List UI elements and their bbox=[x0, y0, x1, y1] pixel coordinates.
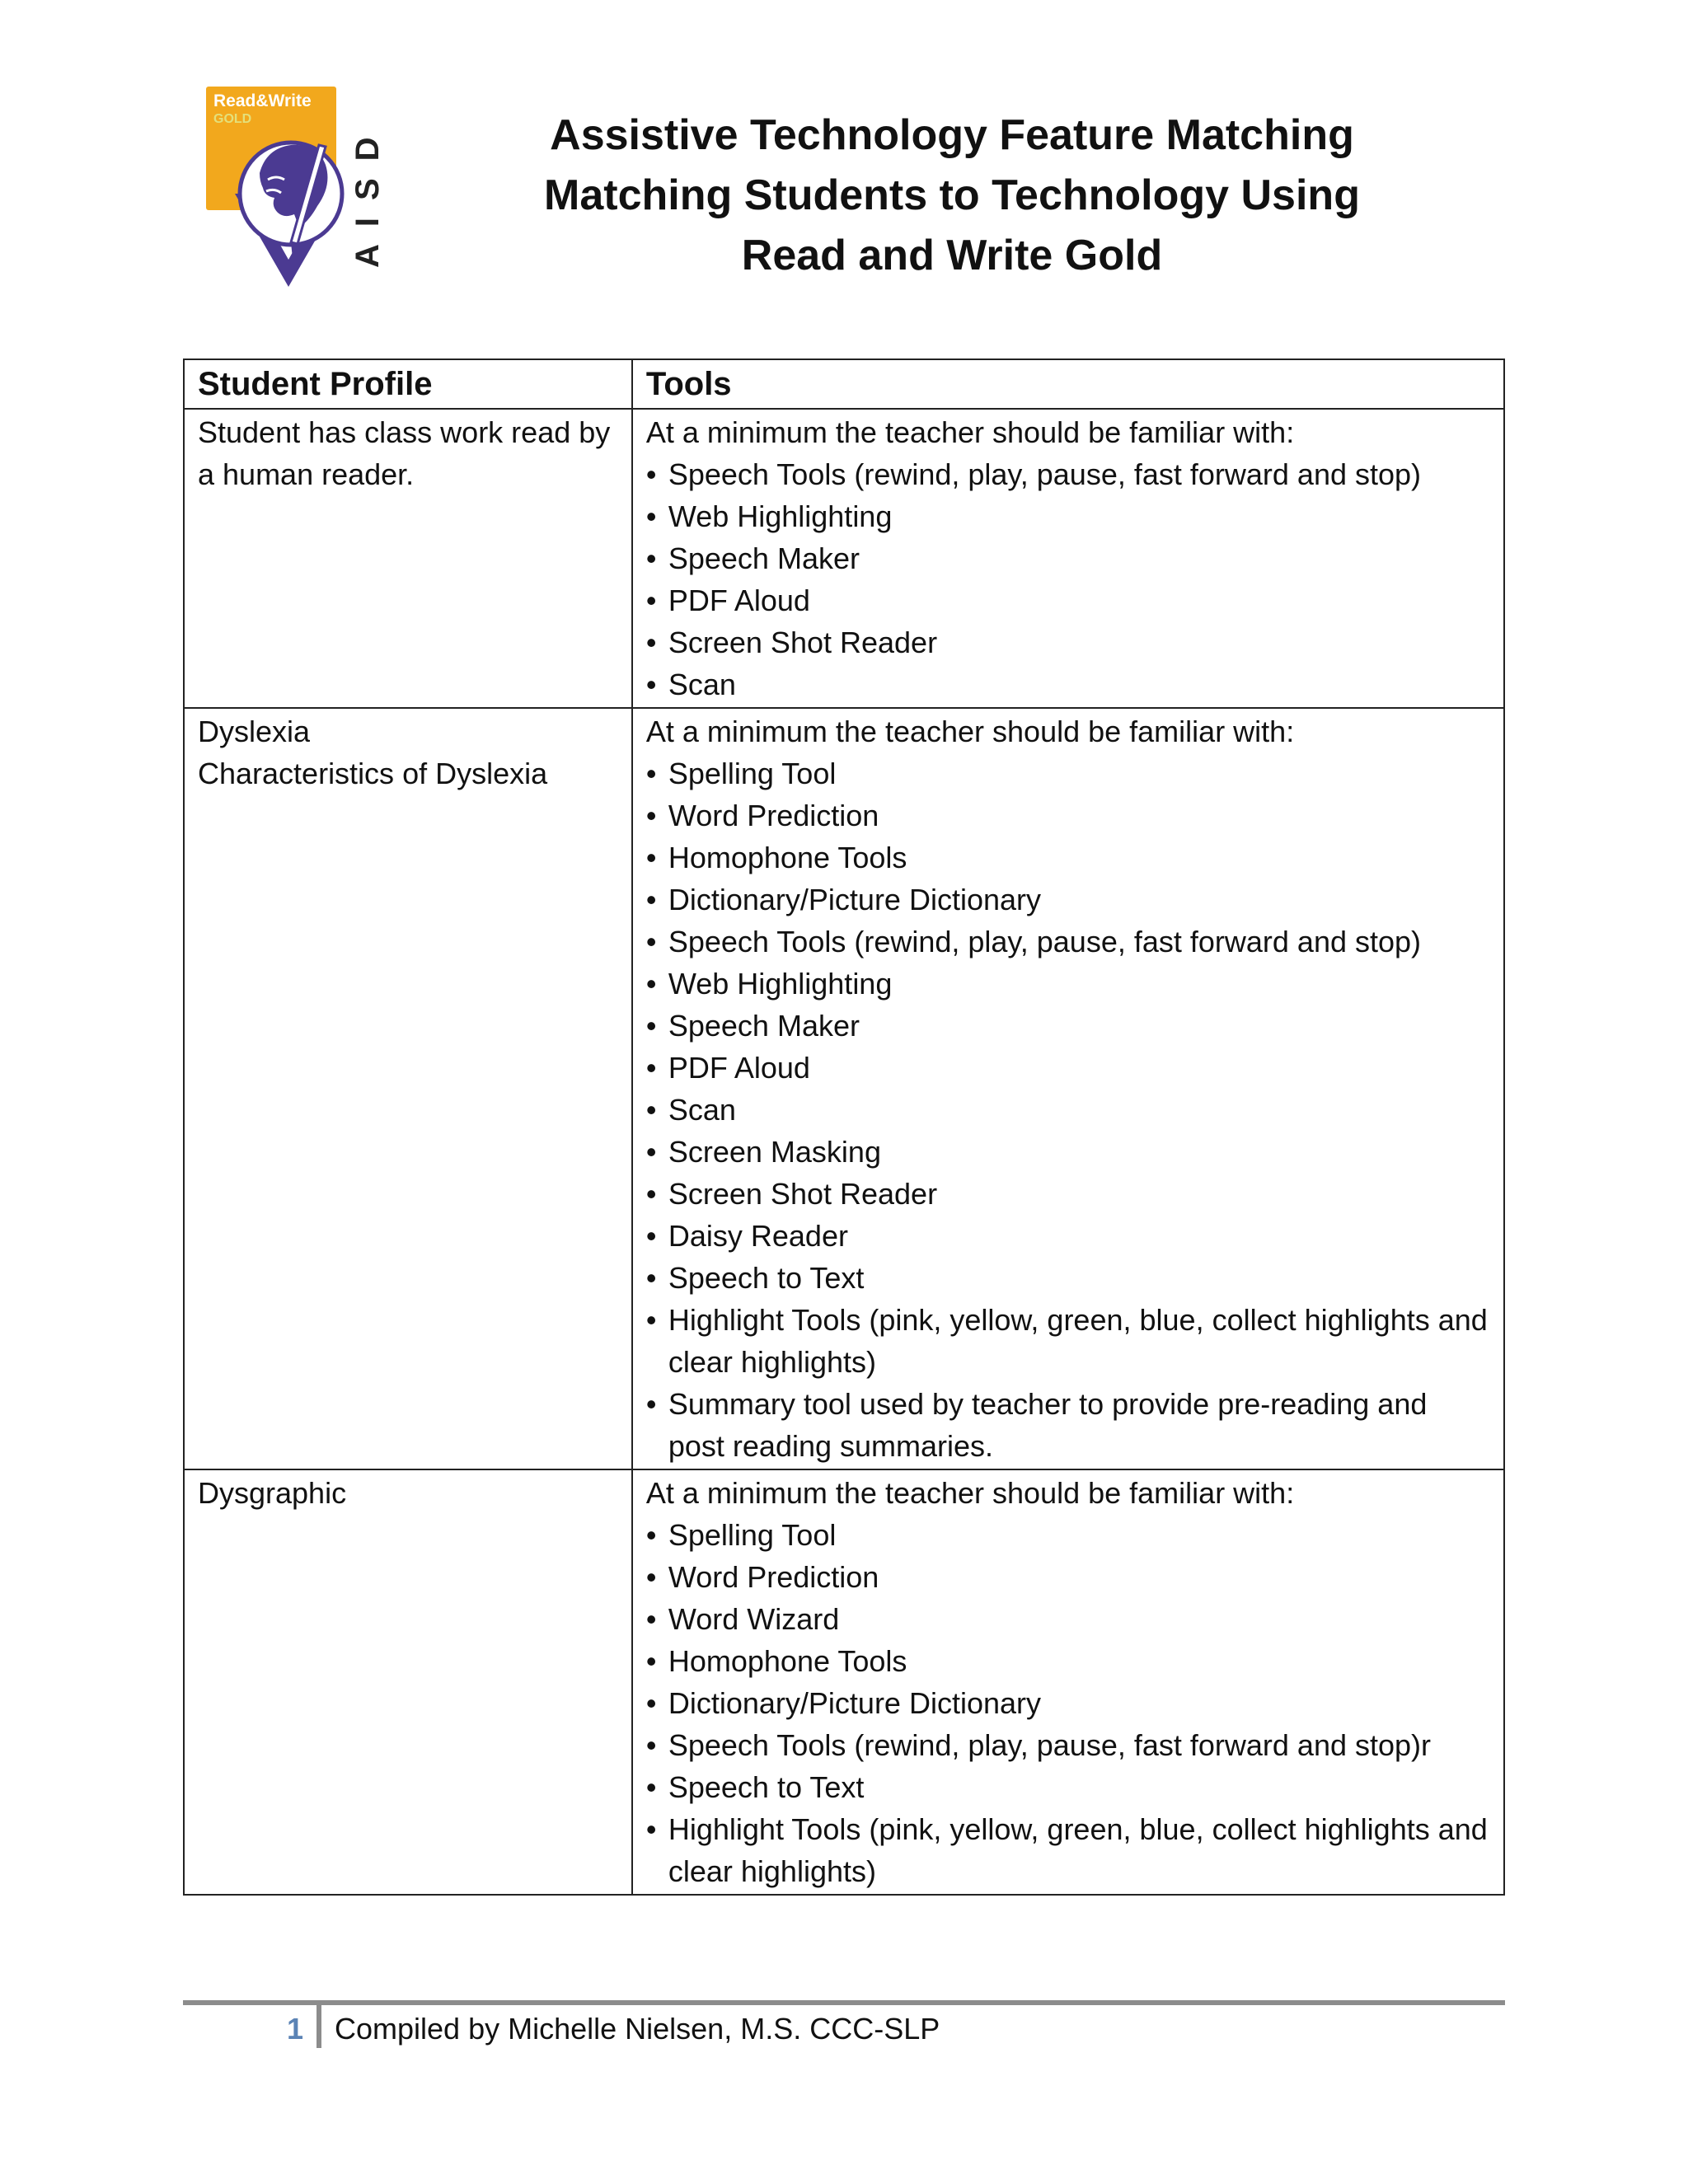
tool-name: Homophone Tools bbox=[668, 1644, 907, 1678]
tool-list-item bbox=[646, 453, 1490, 495]
table-row bbox=[184, 708, 1504, 1469]
tool-name: PDF Aloud bbox=[668, 1051, 810, 1085]
tool-name: Word Prediction bbox=[668, 1560, 879, 1594]
tools-intro-text: At a minimum the teacher should be familiar with: bbox=[645, 1476, 1295, 1510]
bullet-icon: • bbox=[645, 925, 657, 958]
tool-list-item bbox=[646, 879, 1490, 921]
tool-name: Dictionary/Picture Dictionary bbox=[668, 1686, 1042, 1720]
bullet-icon: • bbox=[645, 668, 657, 701]
tool-list-item bbox=[646, 794, 1490, 837]
bullet-icon: • bbox=[645, 1177, 657, 1211]
tool-name: Speech to Text bbox=[668, 1261, 865, 1295]
table-row bbox=[184, 409, 1504, 708]
bullet-icon: • bbox=[645, 1093, 657, 1127]
tool-list-item bbox=[646, 921, 1490, 963]
tools-intro-text: At a minimum the teacher should be familiar with: bbox=[645, 715, 1295, 748]
tool-name: Spelling Tool bbox=[668, 757, 837, 790]
bullet-icon: • bbox=[645, 1812, 657, 1846]
bullet-icon: • bbox=[645, 1009, 657, 1043]
tool-list-item bbox=[646, 1514, 1490, 1556]
student-profile-text: Dysgraphic bbox=[198, 1476, 347, 1510]
table-row bbox=[184, 1469, 1504, 1895]
tool-list bbox=[646, 1514, 1490, 1892]
student-profile-cell bbox=[184, 708, 632, 1469]
logo-brand-line1: Read&Write bbox=[213, 91, 312, 110]
tool-list-item bbox=[646, 495, 1490, 537]
table-body bbox=[184, 409, 1504, 1895]
tool-list-item bbox=[646, 1808, 1490, 1892]
bullet-icon: • bbox=[645, 757, 657, 790]
tool-name: Summary tool used by teacher to provide pre-reading and post reading summaries. bbox=[668, 1387, 1428, 1463]
tool-list-item bbox=[646, 1724, 1490, 1766]
tool-list-item bbox=[646, 1173, 1490, 1215]
footer-divider bbox=[316, 2005, 321, 2048]
tool-list-item bbox=[646, 1257, 1490, 1299]
tool-list-item bbox=[646, 621, 1490, 663]
tool-name: Speech Tools (rewind, play, pause, fast forward and stop) bbox=[668, 925, 1422, 958]
tool-name: Speech to Text bbox=[668, 1770, 865, 1804]
student-profile-cell bbox=[184, 1469, 632, 1895]
tool-name: Web Highlighting bbox=[668, 967, 893, 1001]
tool-list-item bbox=[646, 1766, 1490, 1808]
header-tools: Tools bbox=[632, 359, 1504, 409]
tool-name: Word Wizard bbox=[668, 1602, 840, 1636]
tool-name: Web Highlighting bbox=[668, 499, 893, 533]
bullet-icon: • bbox=[645, 1770, 657, 1804]
tool-name: Dictionary/Picture Dictionary bbox=[668, 883, 1042, 916]
footer-credit: Compiled by Michelle Nielsen, M.S. CCC-SLP bbox=[335, 2012, 940, 2046]
document-title bbox=[462, 105, 1442, 286]
page-number: 1 bbox=[286, 2012, 303, 2046]
tool-name: Highlight Tools (pink, yellow, green, blue, collect highlights and clear highlights) bbox=[668, 1303, 1488, 1379]
tool-name: Homophone Tools bbox=[668, 841, 907, 874]
bullet-icon: • bbox=[645, 1051, 657, 1085]
bullet-icon: • bbox=[645, 841, 657, 874]
bullet-icon: • bbox=[645, 1644, 657, 1678]
student-profile-text: a human reader. bbox=[198, 457, 415, 491]
tool-list-item bbox=[646, 1215, 1490, 1257]
student-profile-text: Characteristics of Dyslexia bbox=[198, 757, 548, 790]
bullet-icon: • bbox=[645, 457, 657, 491]
tools-cell bbox=[632, 409, 1504, 708]
student-profile-cell bbox=[184, 409, 632, 708]
student-profile-text: Dyslexia bbox=[198, 715, 311, 748]
bullet-icon: • bbox=[645, 1219, 657, 1253]
tool-list-item bbox=[646, 1556, 1490, 1598]
bullet-icon: • bbox=[645, 1728, 657, 1762]
tool-name: Spelling Tool bbox=[668, 1518, 837, 1552]
tool-list-item bbox=[646, 1299, 1490, 1383]
bullet-icon: • bbox=[645, 1518, 657, 1552]
tool-list-item bbox=[646, 1598, 1490, 1640]
tools-cell bbox=[632, 1469, 1504, 1895]
tool-name: Scan bbox=[668, 668, 736, 701]
bullet-icon: • bbox=[645, 541, 657, 575]
tool-name: Speech Maker bbox=[668, 1009, 860, 1043]
tool-list-item bbox=[646, 1383, 1490, 1467]
tool-list-item bbox=[646, 963, 1490, 1005]
tools-intro-text: At a minimum the teacher should be familiar with: bbox=[645, 415, 1295, 449]
tool-list-item bbox=[646, 1047, 1490, 1089]
tool-name: Speech Maker bbox=[668, 541, 860, 575]
bullet-icon: • bbox=[645, 626, 657, 659]
bullet-icon: • bbox=[645, 499, 657, 533]
tool-list-item bbox=[646, 1005, 1490, 1047]
tool-name: Screen Masking bbox=[668, 1135, 881, 1169]
profile-tools-table bbox=[183, 359, 1505, 1896]
bullet-icon: • bbox=[645, 967, 657, 1001]
header-student-profile: Student Profile bbox=[184, 359, 632, 409]
aisd-vertical-label: AISD bbox=[349, 120, 386, 268]
tools-cell bbox=[632, 708, 1504, 1469]
tool-list-item bbox=[646, 837, 1490, 879]
bullet-icon: • bbox=[645, 1387, 657, 1421]
tool-list bbox=[646, 752, 1490, 1467]
tool-list-item bbox=[646, 663, 1490, 705]
tool-name: Highlight Tools (pink, yellow, green, blue, collect highlights and clear highlights) bbox=[668, 1812, 1488, 1888]
bullet-icon: • bbox=[645, 799, 657, 832]
tool-name: Speech Tools (rewind, play, pause, fast forward and stop)r bbox=[668, 1728, 1432, 1762]
logo-brand-line2: GOLD bbox=[213, 112, 252, 126]
tool-list-item bbox=[646, 1640, 1490, 1682]
bullet-icon: • bbox=[645, 1602, 657, 1636]
title-line-1: Assistive Technology Feature Matching bbox=[550, 111, 1354, 159]
bullet-icon: • bbox=[645, 883, 657, 916]
bullet-icon: • bbox=[645, 583, 657, 617]
tool-name: Word Prediction bbox=[668, 799, 879, 832]
table-header-row bbox=[184, 359, 1504, 409]
tool-list-item bbox=[646, 1089, 1490, 1131]
student-profile-text: Student has class work read by bbox=[198, 415, 611, 449]
bullet-icon: • bbox=[645, 1303, 657, 1337]
bullet-icon: • bbox=[645, 1560, 657, 1594]
bullet-icon: • bbox=[645, 1261, 657, 1295]
bullet-icon: • bbox=[645, 1686, 657, 1720]
tool-list-item bbox=[646, 1682, 1490, 1724]
tool-list-item bbox=[646, 752, 1490, 794]
tool-list bbox=[646, 453, 1490, 705]
tool-list-item bbox=[646, 579, 1490, 621]
tool-name: Screen Shot Reader bbox=[668, 626, 938, 659]
tool-list-item bbox=[646, 1131, 1490, 1173]
footer-rule bbox=[183, 2000, 1505, 2005]
tool-list-item bbox=[646, 537, 1490, 579]
tool-name: Daisy Reader bbox=[668, 1219, 848, 1253]
title-line-3: Read and Write Gold bbox=[741, 232, 1163, 279]
bullet-icon: • bbox=[645, 1135, 657, 1169]
tool-name: Screen Shot Reader bbox=[668, 1177, 938, 1211]
title-line-2: Matching Students to Technology Using bbox=[544, 171, 1360, 219]
tool-name: Speech Tools (rewind, play, pause, fast forward and stop) bbox=[668, 457, 1422, 491]
tool-name: Scan bbox=[668, 1093, 736, 1127]
tool-name: PDF Aloud bbox=[668, 583, 810, 617]
